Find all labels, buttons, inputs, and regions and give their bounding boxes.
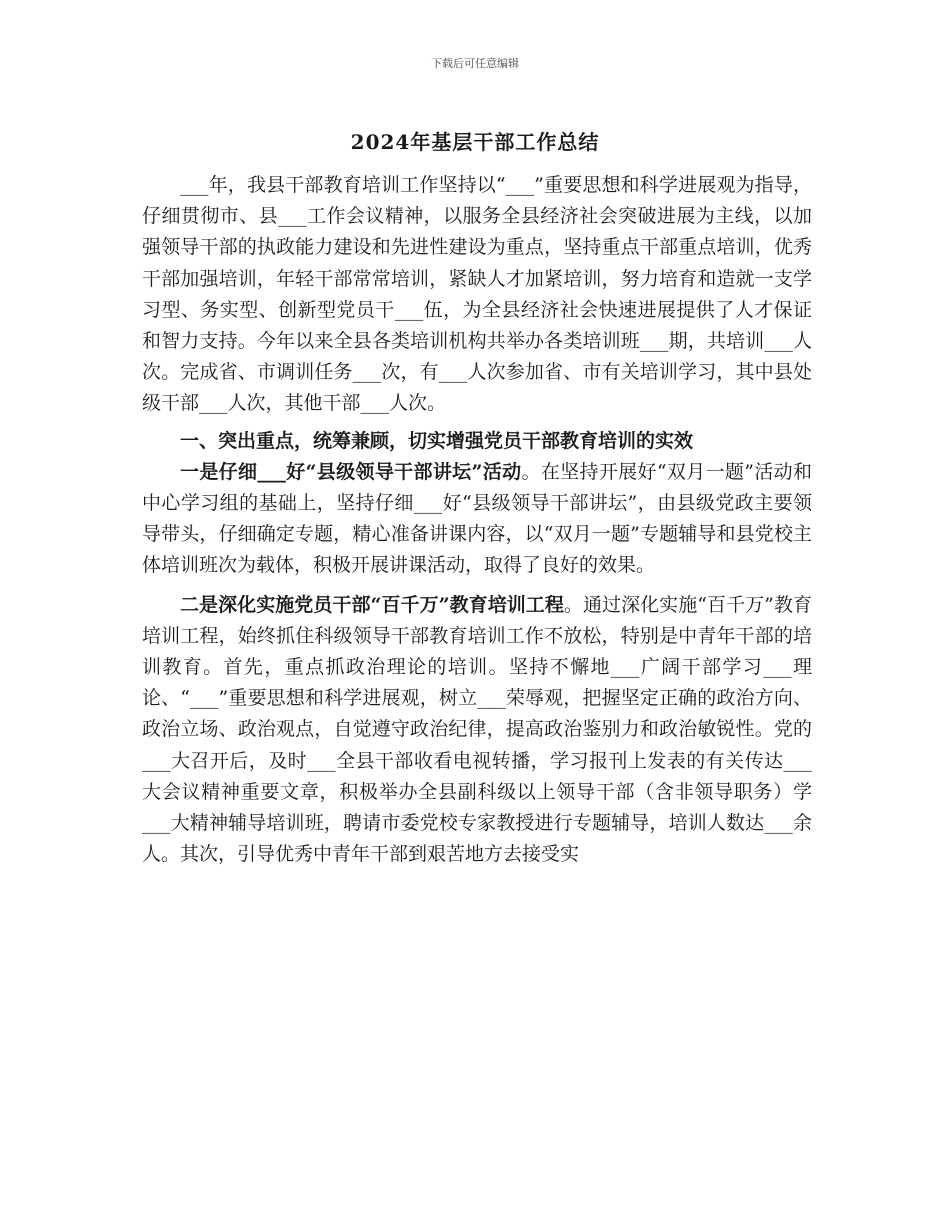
header-note: 下载后可任意编辑 bbox=[431, 57, 519, 70]
paragraph-2-lead: 二是深化实施党员干部“百千万”教育培训工程 bbox=[180, 593, 564, 616]
paragraph-1-body: 。在坚持开展好“双月一题”活动和中心学习组的基础上，坚持仔细___好“县级领导干部讲坛”，由县级党政主要领导带头，仔细确定专题，精心准备讲课内容，以“双月一题”专题辅导和县党校主体培训班次为载体，积极开展讲课活动，取得了良好的效果。 bbox=[142, 460, 813, 577]
section-heading-1: 一、突出重点，统筹兼顾，切实增强党员干部教育培训的实效 bbox=[180, 429, 694, 452]
paragraph-1 bbox=[142, 457, 812, 582]
document-body bbox=[142, 170, 812, 870]
intro-paragraph: ___年，我县干部教育培训工作坚持以“___”重要思想和科学进展观为指导，仔细贯彻市、县___工作会议精神，以服务全县经济社会突破进展为主线，以加强领导干部的执政能力建设和先进性建设为重点，坚持重点干部重点培训，优秀干部加强培训，年轻干部常常培训，紧缺人才加紧培训，努力培育和造就一支学习型、务实型、创新型党员干___伍，为全县经济社会快速进展提供了人才保证和智力支持。今年以来全县各类培训机构共举办各类培训班___期，共培训___人次。完成省、市调训任务___次，有___人次参加省、市有关培训学习，其中县处级干部___人次，其他干部___人次。 bbox=[142, 174, 812, 415]
paragraph-2-body: 。通过深化实施“百千万”教育培训工程，始终抓住科级领导干部教育培训工作不放松，特别是中青年干部的培训教育。首先，重点抓政治理论的培训。坚持不懈地___广阔干部学习___理论、“___”重要思想和科学进展观，树立___荣辱观，把握坚定正确的政治方向、政治立场、政治观点，自觉遵守政治纪律，提高政治鉴别力和政治敏锐性。党的___大召开后，及时___全县干部收看电视转播，学习报刊上发表的有关传达___大会议精神重要文章，积极举办全县副科级以上领导干部（含非领导职务）学___大精神辅导培训班，聘请市委党校专家教授进行专题辅导，培训人数达___余人。其次，引导优秀中青年干部到艰苦地方去接受实 bbox=[142, 593, 813, 866]
document-title: 2024年基层干部工作总结 bbox=[350, 130, 600, 154]
paragraph-1-lead: 一是仔细___好“县级领导干部讲坛”活动 bbox=[180, 460, 522, 483]
paragraph-2 bbox=[142, 590, 812, 871]
